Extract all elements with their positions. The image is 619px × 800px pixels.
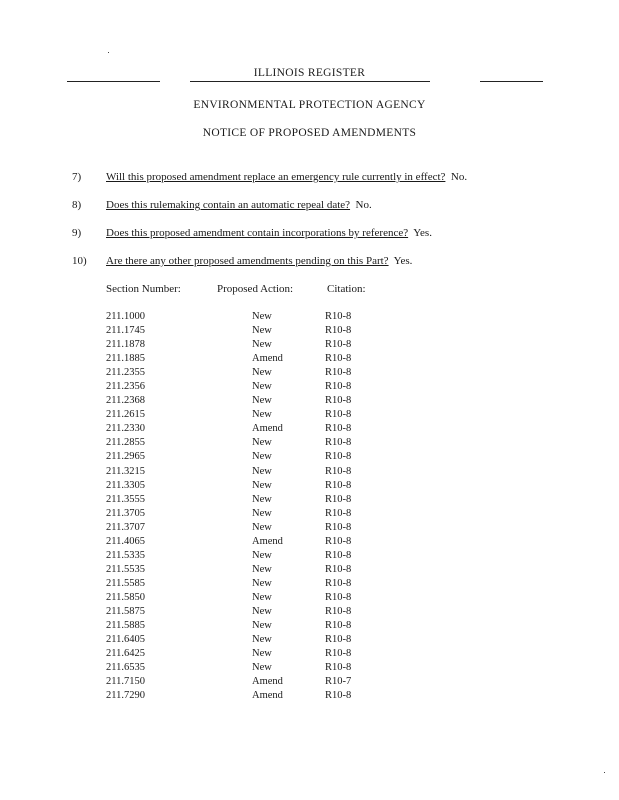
table-row xyxy=(0,338,619,352)
section-number-cell: 211.6535 xyxy=(106,662,145,674)
proposed-action-cell: Amend xyxy=(252,353,283,365)
citation-cell: R10-8 xyxy=(325,367,352,379)
citation-cell: R10-8 xyxy=(325,549,352,561)
table-row xyxy=(0,577,619,591)
question-number: 8) xyxy=(72,199,82,211)
citation-cell: R10-8 xyxy=(325,591,352,603)
citation-cell: R10-8 xyxy=(325,605,352,617)
section-number-cell: 211.2355 xyxy=(106,367,145,379)
citation-cell: R10-7 xyxy=(325,676,352,688)
table-row xyxy=(0,380,619,394)
table-row xyxy=(0,605,619,619)
citation-cell: R10-8 xyxy=(325,662,352,674)
citation-cell: R10-8 xyxy=(325,353,352,365)
citation-cell: R10-8 xyxy=(325,437,352,449)
column-header-section: Section Number: xyxy=(106,283,181,295)
section-number-cell: 211.1885 xyxy=(106,353,145,365)
proposed-action-cell: New xyxy=(252,437,272,449)
section-number-cell: 211.2368 xyxy=(106,395,145,407)
proposed-action-cell: Amend xyxy=(252,690,283,702)
proposed-action-cell: New xyxy=(252,339,272,351)
question-text: Will this proposed amendment replace an emergency rule currently in effect? xyxy=(106,171,446,183)
citation-cell: R10-8 xyxy=(325,465,352,477)
proposed-action-cell: New xyxy=(252,605,272,617)
citation-cell: R10-8 xyxy=(325,479,352,491)
question-text: Does this rulemaking contain an automatic repeal date? xyxy=(106,199,351,211)
question-text: Are there any other proposed amendments pending on this Part? xyxy=(106,255,389,267)
proposed-action-cell: Amend xyxy=(252,535,283,547)
section-number-cell: 211.2356 xyxy=(106,381,145,393)
table-row xyxy=(0,324,619,338)
proposed-action-cell: New xyxy=(252,409,272,421)
section-number-cell: 211.7150 xyxy=(106,676,145,688)
section-number-cell: 211.1745 xyxy=(106,325,145,337)
table-row xyxy=(0,310,619,324)
table-row xyxy=(0,450,619,464)
section-number-cell: 211.5585 xyxy=(106,577,145,589)
proposed-action-cell: New xyxy=(252,311,272,322)
section-number-cell: 211.6405 xyxy=(106,634,145,646)
table-row xyxy=(0,675,619,689)
section-number-cell: 211.6425 xyxy=(106,648,145,660)
proposed-action-cell: New xyxy=(252,521,272,533)
citation-cell: R10-8 xyxy=(325,521,352,533)
proposed-action-cell: Amend xyxy=(252,676,283,688)
question-answer: No. xyxy=(355,199,372,211)
question-answer: Yes. xyxy=(393,255,413,267)
register-title: ILLINOIS REGISTER xyxy=(253,67,366,79)
proposed-action-cell: New xyxy=(252,507,272,519)
proposed-action-cell: New xyxy=(252,395,272,407)
table-row xyxy=(0,507,619,521)
section-number-cell: 211.2855 xyxy=(106,437,145,449)
speck xyxy=(604,772,605,773)
section-number-cell: 211.3215 xyxy=(106,465,145,477)
table-row xyxy=(0,408,619,422)
citation-cell: R10-8 xyxy=(325,507,352,519)
proposed-action-cell: New xyxy=(252,620,272,632)
proposed-action-cell: New xyxy=(252,577,272,589)
column-header-citation: Citation: xyxy=(327,283,366,295)
question-text: Does this proposed amendment contain incorporations by reference? xyxy=(106,227,409,239)
section-number-cell: 211.3555 xyxy=(106,493,145,505)
table-row xyxy=(0,633,619,647)
section-number-cell: 211.2330 xyxy=(106,423,145,435)
table-row xyxy=(0,647,619,661)
header-rule-left xyxy=(67,81,160,82)
table-row xyxy=(0,465,619,479)
question-number: 9) xyxy=(72,227,82,239)
proposed-action-cell: New xyxy=(252,381,272,393)
section-number-cell: 211.4065 xyxy=(106,535,145,547)
proposed-action-cell: New xyxy=(252,479,272,491)
section-number-cell: 211.2965 xyxy=(106,451,145,463)
proposed-action-cell: New xyxy=(252,451,272,463)
section-number-cell: 211.5875 xyxy=(106,605,145,617)
proposed-action-cell: New xyxy=(252,662,272,674)
section-number-cell: 211.2615 xyxy=(106,409,145,421)
table-row xyxy=(0,436,619,450)
citation-cell: R10-8 xyxy=(325,409,352,421)
proposed-action-cell: New xyxy=(252,493,272,505)
section-number-cell: 211.1878 xyxy=(106,339,145,351)
table-row xyxy=(0,549,619,563)
citation-cell: R10-8 xyxy=(325,563,352,575)
citation-cell: R10-8 xyxy=(325,620,352,632)
proposed-action-cell: New xyxy=(252,591,272,603)
proposed-action-cell: New xyxy=(252,563,272,575)
table-row xyxy=(0,591,619,605)
citation-cell: R10-8 xyxy=(325,648,352,660)
table-row xyxy=(0,689,619,703)
notice-title: NOTICE OF PROPOSED AMENDMENTS xyxy=(202,127,417,139)
citation-cell: R10-8 xyxy=(325,423,352,435)
table-row xyxy=(0,619,619,633)
question-answer: No. xyxy=(450,171,468,183)
table-row xyxy=(0,394,619,408)
citation-cell: R10-8 xyxy=(325,690,352,702)
table-row xyxy=(0,352,619,366)
section-number-cell: 211.5335 xyxy=(106,549,145,561)
column-header-action: Proposed Action: xyxy=(217,283,294,295)
proposed-action-cell: Amend xyxy=(252,423,283,435)
proposed-action-cell: New xyxy=(252,325,272,337)
section-number-cell: 211.5885 xyxy=(106,620,145,632)
table-row xyxy=(0,366,619,380)
citation-cell: R10-8 xyxy=(325,311,352,322)
section-number-cell: 211.1000 xyxy=(106,311,145,322)
table-row xyxy=(0,563,619,577)
table-row xyxy=(0,479,619,493)
section-number-cell: 211.3707 xyxy=(106,521,145,533)
citation-cell: R10-8 xyxy=(325,381,352,393)
section-number-cell: 211.3705 xyxy=(106,507,145,519)
speck xyxy=(108,52,109,53)
section-number-cell: 211.5535 xyxy=(106,563,145,575)
question-number: 7) xyxy=(72,171,82,183)
table-row xyxy=(0,493,619,507)
citation-cell: R10-8 xyxy=(325,493,352,505)
header-rule-center xyxy=(190,81,430,82)
section-number-cell: 211.7290 xyxy=(106,690,145,702)
table-row xyxy=(0,535,619,549)
citation-cell: R10-8 xyxy=(325,339,352,351)
citation-cell: R10-8 xyxy=(325,395,352,407)
proposed-action-cell: New xyxy=(252,549,272,561)
agency-name: ENVIRONMENTAL PROTECTION AGENCY xyxy=(193,99,426,111)
header-rule-right xyxy=(480,81,543,82)
citation-cell: R10-8 xyxy=(325,634,352,646)
table-row xyxy=(0,521,619,535)
citation-cell: R10-8 xyxy=(325,451,352,463)
proposed-action-cell: New xyxy=(252,465,272,477)
proposed-action-cell: New xyxy=(252,648,272,660)
question-answer: Yes. xyxy=(413,227,432,239)
citation-cell: R10-8 xyxy=(325,535,352,547)
section-number-cell: 211.3305 xyxy=(106,479,145,491)
table-row xyxy=(0,661,619,675)
question-number: 10) xyxy=(72,255,87,267)
proposed-action-cell: New xyxy=(252,367,272,379)
section-number-cell: 211.5850 xyxy=(106,591,145,603)
proposed-action-cell: New xyxy=(252,634,272,646)
citation-cell: R10-8 xyxy=(325,577,352,589)
citation-cell: R10-8 xyxy=(325,325,352,337)
table-row xyxy=(0,422,619,436)
amendments-table xyxy=(0,310,619,703)
